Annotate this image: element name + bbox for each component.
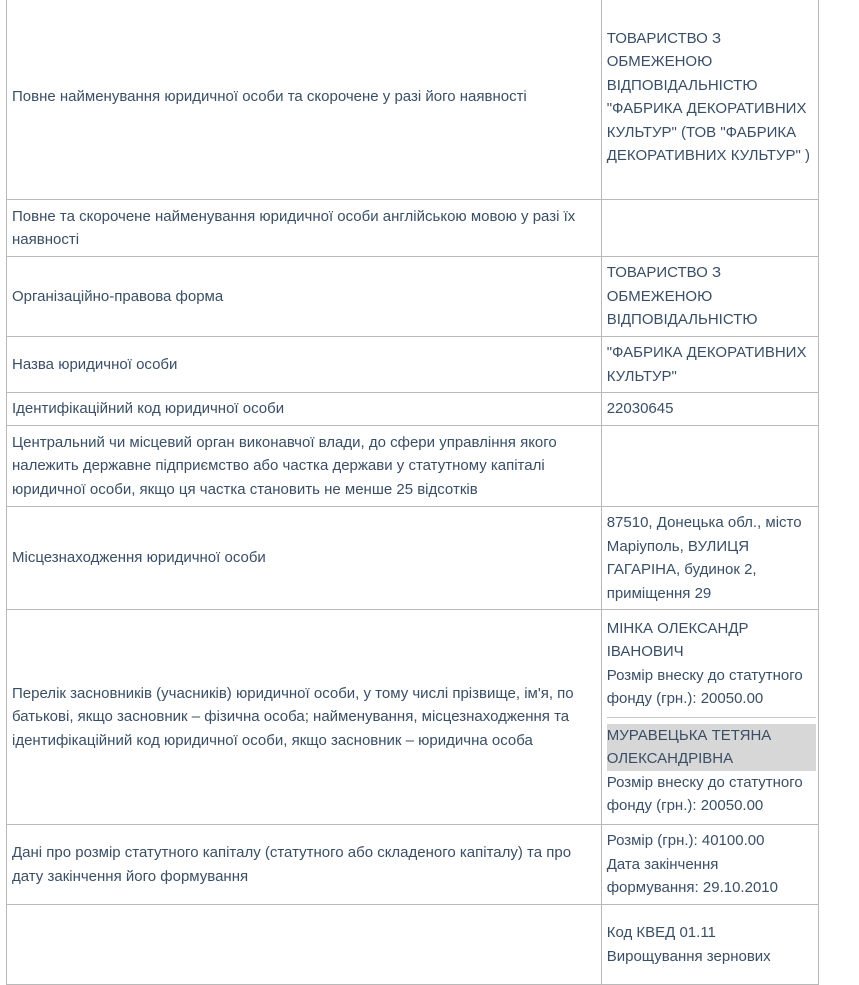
table-row	[7, 393, 819, 426]
row-label-authority: Центральний чи місцевий орган виконавчої влади, до сфери управління якого належить державне підприємство або частка держави у статутному капіталі юридичної особи, якщо ця частка становить не менше 25 відсотків	[7, 426, 602, 507]
table-row	[7, 0, 819, 200]
row-label-legal-form: Організаційно-правова форма	[7, 257, 602, 337]
row-value-address: 87510, Донецька обл., місто Маріуполь, ВУЛИЦЯ ГАГАРІНА, будинок 2, приміщення 29	[601, 507, 818, 610]
capital-date: Дата закінчення формування: 29.10.2010	[606, 855, 778, 897]
row-label-founders: Перелік засновників (учасників) юридичної особи, у тому числі прізвище, ім'я, по батькові, якщо засновник – фізична особа; найменування, місцезнаходження та ідентифікаційний код юридичної особи, якщо засновник – юридична особа	[7, 610, 602, 825]
table-row	[7, 200, 819, 257]
table-row	[7, 905, 819, 985]
row-label-kved	[7, 905, 602, 985]
table-row	[7, 507, 819, 610]
row-value-authority	[601, 426, 818, 507]
row-label-address: Місцезнаходження юридичної особи	[7, 507, 602, 610]
row-label-id-code: Ідентифікаційний код юридичної особи	[7, 393, 602, 426]
founder-2-name[interactable]: МУРАВЕЦЬКА ТЕТЯНА ОЛЕКСАНДРІВНА	[607, 724, 816, 771]
row-label-full-name: Повне найменування юридичної особи та скорочене у разі його наявності	[7, 0, 602, 200]
row-value-founders	[601, 610, 818, 825]
table-row	[7, 257, 819, 337]
row-value-english-name	[601, 200, 818, 257]
table-row	[7, 337, 819, 393]
row-label-entity-name: Назва юридичної особи	[7, 337, 602, 393]
table-row	[7, 426, 819, 507]
table-row	[7, 825, 819, 905]
row-value-entity-name: "ФАБРИКА ДЕКОРАТИВНИХ КУЛЬТУР"	[601, 337, 818, 393]
row-label-capital: Дані про розмір статутного капіталу (статутного або складеного капіталу) та про дату закінчення його формування	[7, 825, 602, 905]
row-value-legal-form: ТОВАРИСТВО З ОБМЕЖЕНОЮ ВІДПОВІДАЛЬНІСТЮ	[601, 257, 818, 337]
registry-table	[6, 0, 819, 985]
row-value-capital	[601, 825, 818, 905]
row-value-full-name: ТОВАРИСТВО З ОБМЕЖЕНОЮ ВІДПОВІДАЛЬНІСТЮ "ФАБРИКА ДЕКОРАТИВНИХ КУЛЬТУР" (ТОВ "ФАБРИКА ДЕКОРАТИВНИХ КУЛЬТУР" )	[601, 0, 818, 200]
row-value-kved: Код КВЕД 01.11 Вирощування зернових	[601, 905, 818, 985]
table-row	[7, 610, 819, 825]
founder-1-contribution: Розмір внеску до статутного фонду (грн.): 20050.00	[606, 666, 803, 707]
founder-1-name: МІНКА ОЛЕКСАНДР ІВАНОВИЧ	[606, 619, 749, 660]
founder-2-contribution: Розмір внеску до статутного фонду (грн.): 20050.00	[606, 773, 803, 814]
founder-divider	[607, 717, 816, 718]
capital-size: Розмір (грн.): 40100.00	[606, 832, 765, 850]
row-value-id-code: 22030645	[601, 393, 818, 426]
row-label-english-name: Повне та скорочене найменування юридичної особи англійською мовою у разі їх наявності	[7, 200, 602, 257]
